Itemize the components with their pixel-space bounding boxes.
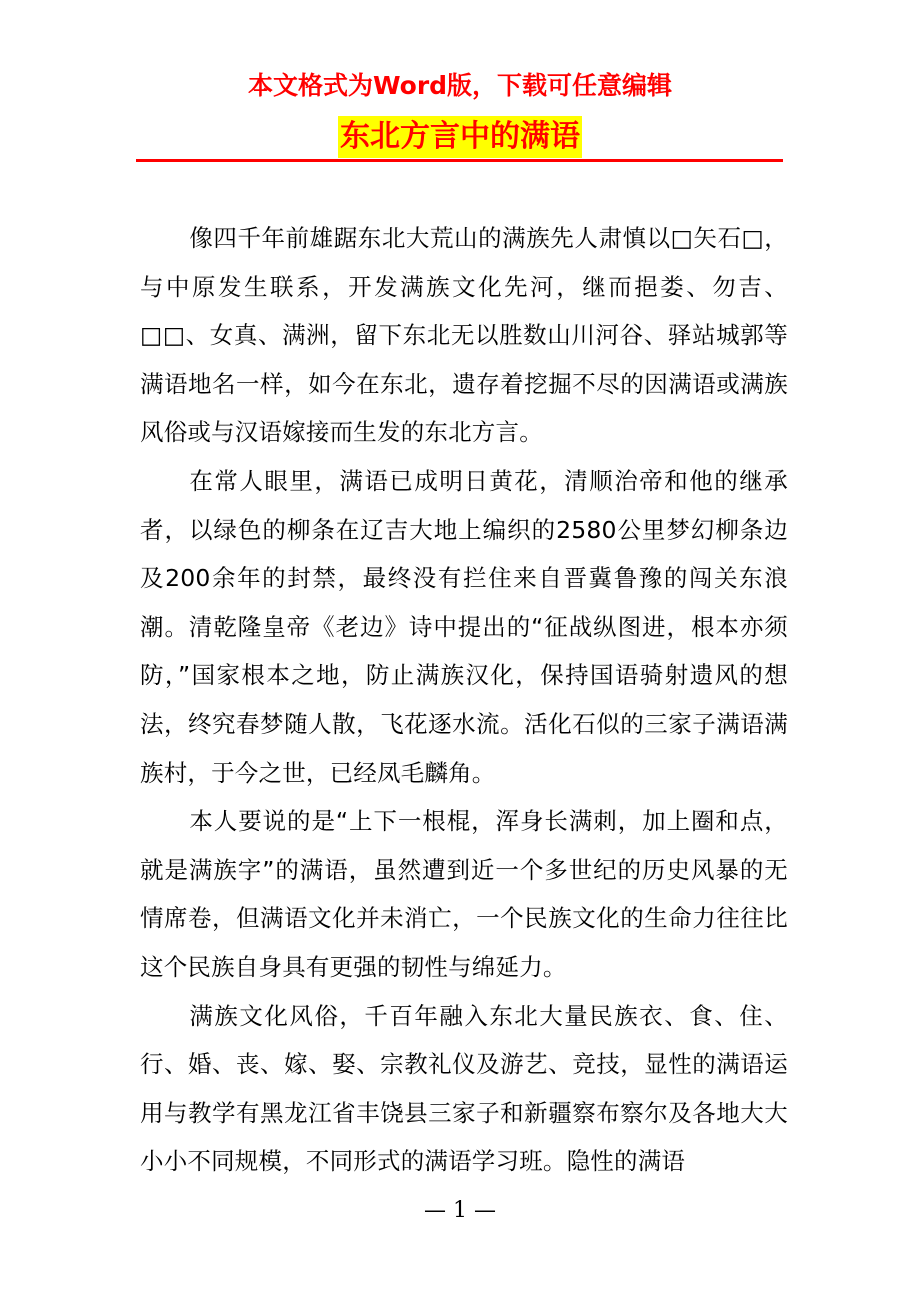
paragraph-2: 在常人眼里，满语已成明日黄花，清顺治帝和他的继承者，以绿色的柳条在辽吉大地上编织的2580公里梦幻柳条边及200余年的封禁，最终没有拦住来自晋冀鲁豫的闯关东浪潮。清乾隆皇帝《老边》诗中提出的“征战纵图进，根本亦须防，”国家根本之地，防止满族汉化，保持国语骑射遗风的想法，终究春梦随人散，飞花逐水流。活化石似的三家子满语满族村，于今之世，已经凤毛麟角。 [140, 466, 788, 787]
word-format-notice: 本文格式为Word版，下载可任意编辑 [247, 71, 673, 100]
page-number: — 1 — [424, 1198, 496, 1223]
title-divider [136, 159, 783, 162]
document-title: 东北方言中的满语 [338, 116, 582, 158]
paragraph-3: 本人要说的是“上下一根棍，浑身长满刺，加上圈和点，就是满族字”的满语，虽然遭到近一个多世纪的历史风暴的无情席卷，但满语文化并未消亡，一个民族文化的生命力往往比这个民族自身具有更强的韧性与绵延力。 [140, 807, 788, 981]
document-body [140, 214, 788, 1186]
title-container [0, 116, 920, 158]
paragraph-4: 满族文化风俗，千百年融入东北大量民族衣、食、住、行、婚、丧、嫁、娶、宗教礼仪及游艺、竞技，显性的满语运用与教学有黑龙江省丰饶县三家子和新疆察布察尔及各地大大小小不同规模，不同形式的满语学习班。隐性的满语 [140, 1001, 788, 1176]
paragraph-1: 像四千年前雄踞东北大荒山的满族先人肃慎以□矢石□，与中原发生联系，开发满族文化先河，继而挹娄、勿吉、□□、女真、满洲，留下东北无以胜数山川河谷、驿站城郭等满语地名一样，如今在东北，遗存着挖掘不尽的因满语或满族风俗或与汉语嫁接而生发的东北方言。 [140, 224, 788, 447]
